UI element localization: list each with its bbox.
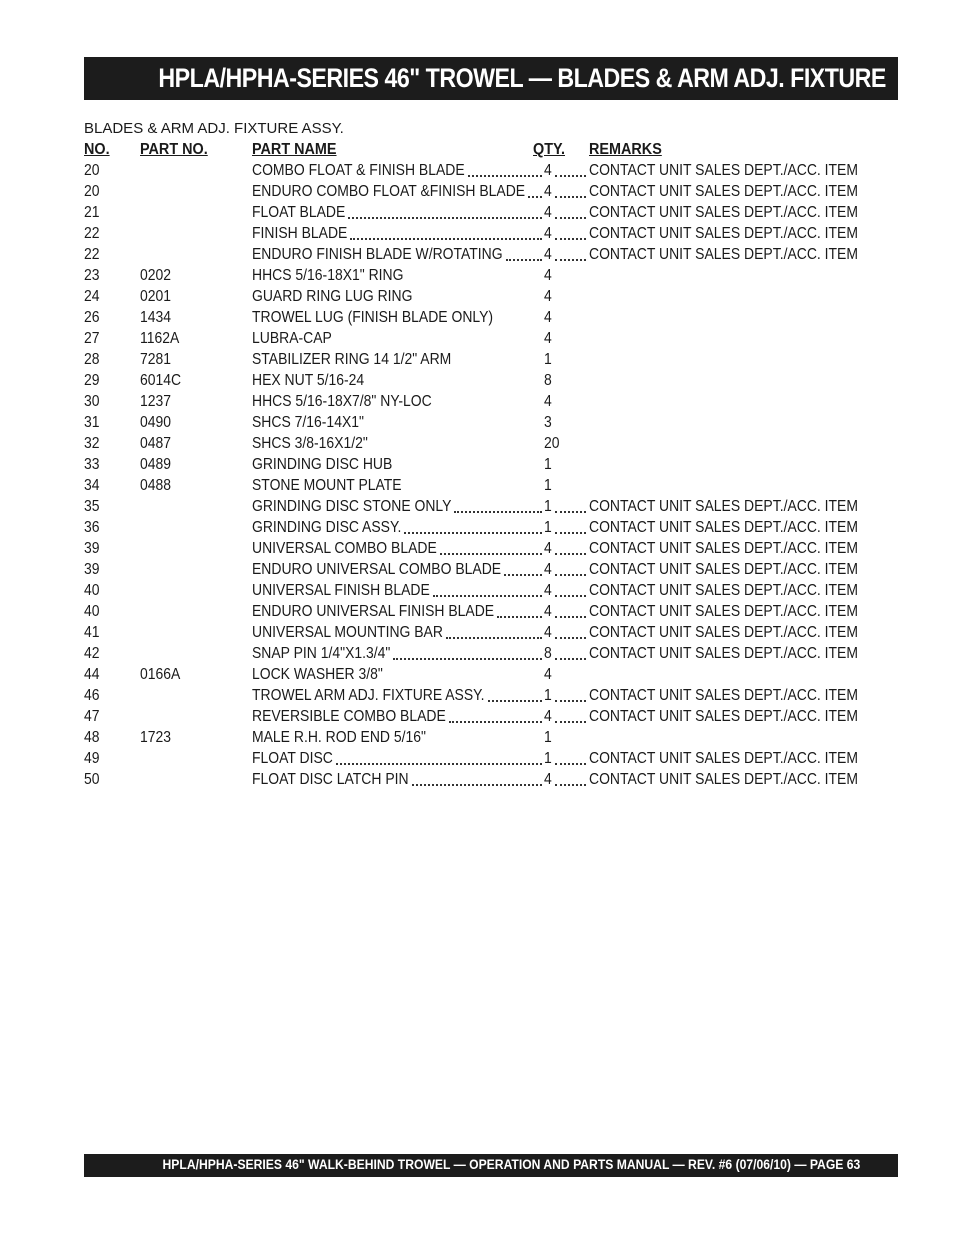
table-row (0, 286, 954, 307)
dot-leader (446, 622, 542, 639)
cell-qty: 1 (544, 456, 552, 473)
cell-part-no: 0487 (140, 435, 172, 452)
cell-part-name: ENDURO UNIVERSAL FINISH BLADE (252, 603, 495, 620)
cell-no: 30 (84, 393, 100, 410)
cell-qty: 4 (544, 582, 552, 599)
cell-part-name: FLOAT BLADE (252, 204, 346, 221)
table-row (0, 622, 954, 643)
table-row (0, 664, 954, 685)
cell-part-no: 0202 (140, 267, 172, 284)
dot-leader (433, 580, 542, 597)
cell-qty: 4 (544, 561, 552, 578)
cell-qty: 4 (544, 309, 552, 326)
cell-remarks: CONTACT UNIT SALES DEPT./ACC. ITEM (589, 183, 858, 200)
cell-qty: 4 (544, 666, 552, 683)
cell-part-name: TROWEL ARM ADJ. FIXTURE ASSY. (252, 687, 485, 704)
column-header-part-name: PART NAME (252, 141, 337, 158)
cell-no: 50 (84, 771, 100, 788)
column-header-qty: QTY. (533, 141, 566, 158)
title-bar (84, 57, 898, 100)
cell-part-name: STONE MOUNT PLATE (252, 477, 402, 494)
cell-no: 20 (84, 162, 100, 179)
dot-leader (555, 181, 586, 198)
cell-no: 49 (84, 750, 100, 767)
column-header-part-no: PART NO. (140, 141, 208, 158)
cell-part-no: 0488 (140, 477, 172, 494)
cell-part-name: SHCS 7/16-14X1" (252, 414, 364, 431)
cell-qty: 4 (544, 393, 552, 410)
cell-part-name: TROWEL LUG (FINISH BLADE ONLY) (252, 309, 494, 326)
cell-qty: 4 (544, 288, 552, 305)
cell-qty: 4 (544, 603, 552, 620)
table-row (0, 223, 954, 244)
cell-part-no: 7281 (140, 351, 172, 368)
cell-remarks: CONTACT UNIT SALES DEPT./ACC. ITEM (589, 603, 858, 620)
cell-part-name: UNIVERSAL FINISH BLADE (252, 582, 430, 599)
dot-leader (488, 685, 542, 702)
cell-qty: 4 (544, 204, 552, 221)
table-row (0, 727, 954, 748)
cell-no: 46 (84, 687, 100, 704)
dot-leader (555, 517, 586, 534)
table-row (0, 748, 954, 769)
cell-remarks: CONTACT UNIT SALES DEPT./ACC. ITEM (589, 750, 858, 767)
dot-leader (348, 202, 542, 219)
cell-remarks: CONTACT UNIT SALES DEPT./ACC. ITEM (589, 540, 858, 557)
cell-qty: 8 (544, 372, 552, 389)
cell-remarks: CONTACT UNIT SALES DEPT./ACC. ITEM (589, 162, 858, 179)
dot-leader (555, 538, 586, 555)
dot-leader (468, 160, 542, 177)
cell-part-name: MALE R.H. ROD END 5/16" (252, 729, 426, 746)
cell-qty: 1 (544, 729, 552, 746)
parts-table (0, 160, 954, 790)
cell-remarks: CONTACT UNIT SALES DEPT./ACC. ITEM (589, 561, 858, 578)
cell-no: 41 (84, 624, 100, 641)
cell-remarks: CONTACT UNIT SALES DEPT./ACC. ITEM (589, 204, 858, 221)
dot-leader (504, 559, 542, 576)
table-row (0, 202, 954, 223)
cell-no: 32 (84, 435, 100, 452)
cell-part-no: 0166A (140, 666, 181, 683)
cell-qty: 1 (544, 351, 552, 368)
cell-qty: 3 (544, 414, 552, 431)
cell-part-name: ENDURO FINISH BLADE W/ROTATING (252, 246, 503, 263)
cell-part-name: HHCS 5/16-18X7/8" NY-LOC (252, 393, 432, 410)
cell-no: 22 (84, 225, 100, 242)
cell-part-name: STABILIZER RING 14 1/2" ARM (252, 351, 452, 368)
cell-part-name: GRINDING DISC HUB (252, 456, 393, 473)
table-row (0, 349, 954, 370)
cell-remarks: CONTACT UNIT SALES DEPT./ACC. ITEM (589, 498, 858, 515)
table-row (0, 328, 954, 349)
cell-part-name: UNIVERSAL COMBO BLADE (252, 540, 437, 557)
cell-remarks: CONTACT UNIT SALES DEPT./ACC. ITEM (589, 246, 858, 263)
cell-no: 40 (84, 603, 100, 620)
table-row (0, 601, 954, 622)
cell-part-name: LUBRA-CAP (252, 330, 332, 347)
cell-part-name: FLOAT DISC (252, 750, 333, 767)
dot-leader (555, 223, 586, 240)
cell-qty: 1 (544, 498, 552, 515)
table-row (0, 244, 954, 265)
dot-leader (555, 244, 586, 261)
cell-no: 33 (84, 456, 100, 473)
dot-leader (555, 496, 586, 513)
dot-leader (555, 601, 586, 618)
table-row (0, 517, 954, 538)
cell-qty: 4 (544, 330, 552, 347)
cell-remarks: CONTACT UNIT SALES DEPT./ACC. ITEM (589, 687, 858, 704)
dot-leader (350, 223, 542, 240)
cell-no: 31 (84, 414, 100, 431)
page-title: HPLA/HPHA-SERIES 46" TROWEL — BLADES & ARM ADJ. FIXTURE (158, 63, 886, 93)
cell-no: 35 (84, 498, 100, 515)
table-row (0, 580, 954, 601)
table-row (0, 160, 954, 181)
cell-part-name: SNAP PIN 1/4"X1.3/4" (252, 645, 391, 662)
cell-no: 36 (84, 519, 100, 536)
cell-part-name: GRINDING DISC STONE ONLY (252, 498, 452, 515)
cell-qty: 4 (544, 540, 552, 557)
dot-leader (412, 769, 542, 786)
cell-no: 48 (84, 729, 100, 746)
cell-qty: 1 (544, 477, 552, 494)
cell-part-name: GRINDING DISC ASSY. (252, 519, 402, 536)
cell-qty: 4 (544, 267, 552, 284)
cell-qty: 20 (544, 435, 560, 452)
table-row (0, 538, 954, 559)
dot-leader (555, 643, 586, 660)
dot-leader (555, 685, 586, 702)
cell-part-no: 1237 (140, 393, 172, 410)
cell-part-name: FINISH BLADE (252, 225, 348, 242)
table-row (0, 475, 954, 496)
cell-part-name: UNIVERSAL MOUNTING BAR (252, 624, 443, 641)
cell-part-no: 0489 (140, 456, 172, 473)
dot-leader (404, 517, 542, 534)
cell-part-name: ENDURO COMBO FLOAT &FINISH BLADE (252, 183, 526, 200)
table-row (0, 181, 954, 202)
cell-qty: 1 (544, 750, 552, 767)
cell-no: 24 (84, 288, 100, 305)
dot-leader (555, 160, 586, 177)
cell-no: 27 (84, 330, 100, 347)
table-row (0, 769, 954, 790)
cell-no: 39 (84, 561, 100, 578)
cell-remarks: CONTACT UNIT SALES DEPT./ACC. ITEM (589, 225, 858, 242)
table-row (0, 307, 954, 328)
cell-remarks: CONTACT UNIT SALES DEPT./ACC. ITEM (589, 771, 858, 788)
dot-leader (555, 202, 586, 219)
table-row (0, 265, 954, 286)
cell-no: 28 (84, 351, 100, 368)
cell-part-name: ENDURO UNIVERSAL COMBO BLADE (252, 561, 502, 578)
table-row (0, 433, 954, 454)
cell-no: 22 (84, 246, 100, 263)
cell-qty: 4 (544, 225, 552, 242)
table-row (0, 454, 954, 475)
cell-qty: 1 (544, 687, 552, 704)
cell-qty: 4 (544, 771, 552, 788)
table-row (0, 559, 954, 580)
footer-bar (84, 1154, 898, 1177)
cell-remarks: CONTACT UNIT SALES DEPT./ACC. ITEM (589, 708, 858, 725)
table-row (0, 706, 954, 727)
cell-part-name: SHCS 3/8-16X1/2" (252, 435, 368, 452)
cell-part-no: 1723 (140, 729, 172, 746)
dot-leader (440, 538, 542, 555)
dot-leader (555, 559, 586, 576)
cell-no: 40 (84, 582, 100, 599)
dot-leader (449, 706, 542, 723)
dot-leader (497, 601, 542, 618)
cell-no: 20 (84, 183, 100, 200)
cell-no: 39 (84, 540, 100, 557)
cell-no: 26 (84, 309, 100, 326)
cell-qty: 4 (544, 183, 552, 200)
cell-no: 23 (84, 267, 100, 284)
dot-leader (336, 748, 542, 765)
dot-leader (528, 181, 542, 198)
column-header-remarks: REMARKS (589, 141, 662, 158)
cell-part-no: 1162A (140, 330, 180, 347)
cell-part-name: FLOAT DISC LATCH PIN (252, 771, 409, 788)
table-row (0, 391, 954, 412)
dot-leader (555, 748, 586, 765)
dot-leader (555, 580, 586, 597)
cell-qty: 4 (544, 708, 552, 725)
column-header-no: NO. (84, 141, 110, 158)
footer-text: HPLA/HPHA-SERIES 46" WALK-BEHIND TROWEL — OPERATION AND PARTS MANUAL — REV. #6 (07/06/10) — PAGE 63 (162, 1157, 860, 1172)
cell-remarks: CONTACT UNIT SALES DEPT./ACC. ITEM (589, 645, 858, 662)
table-row (0, 412, 954, 433)
table-header (0, 141, 954, 161)
dot-leader (555, 622, 586, 639)
cell-no: 42 (84, 645, 100, 662)
cell-part-no: 0490 (140, 414, 172, 431)
table-row (0, 685, 954, 706)
cell-part-name: HHCS 5/16-18X1" RING (252, 267, 404, 284)
cell-no: 29 (84, 372, 100, 389)
dot-leader (454, 496, 542, 513)
cell-remarks: CONTACT UNIT SALES DEPT./ACC. ITEM (589, 624, 858, 641)
section-title: BLADES & ARM ADJ. FIXTURE ASSY. (84, 120, 344, 137)
cell-qty: 8 (544, 645, 552, 662)
dot-leader (555, 769, 586, 786)
cell-remarks: CONTACT UNIT SALES DEPT./ACC. ITEM (589, 582, 858, 599)
cell-part-name: COMBO FLOAT & FINISH BLADE (252, 162, 465, 179)
cell-part-no: 1434 (140, 309, 172, 326)
table-row (0, 643, 954, 664)
cell-no: 44 (84, 666, 100, 683)
cell-no: 21 (84, 204, 100, 221)
cell-part-name: HEX NUT 5/16-24 (252, 372, 365, 389)
cell-part-no: 0201 (140, 288, 172, 305)
cell-qty: 4 (544, 162, 552, 179)
cell-remarks: CONTACT UNIT SALES DEPT./ACC. ITEM (589, 519, 858, 536)
cell-part-no: 6014C (140, 372, 182, 389)
dot-leader (506, 244, 542, 261)
cell-part-name: REVERSIBLE COMBO BLADE (252, 708, 446, 725)
table-row (0, 496, 954, 517)
cell-part-name: LOCK WASHER 3/8" (252, 666, 383, 683)
cell-part-name: GUARD RING LUG RING (252, 288, 413, 305)
dot-leader (393, 643, 542, 660)
cell-qty: 4 (544, 246, 552, 263)
table-row (0, 370, 954, 391)
cell-qty: 1 (544, 519, 552, 536)
cell-no: 34 (84, 477, 100, 494)
dot-leader (555, 706, 586, 723)
cell-no: 47 (84, 708, 100, 725)
cell-qty: 4 (544, 624, 552, 641)
